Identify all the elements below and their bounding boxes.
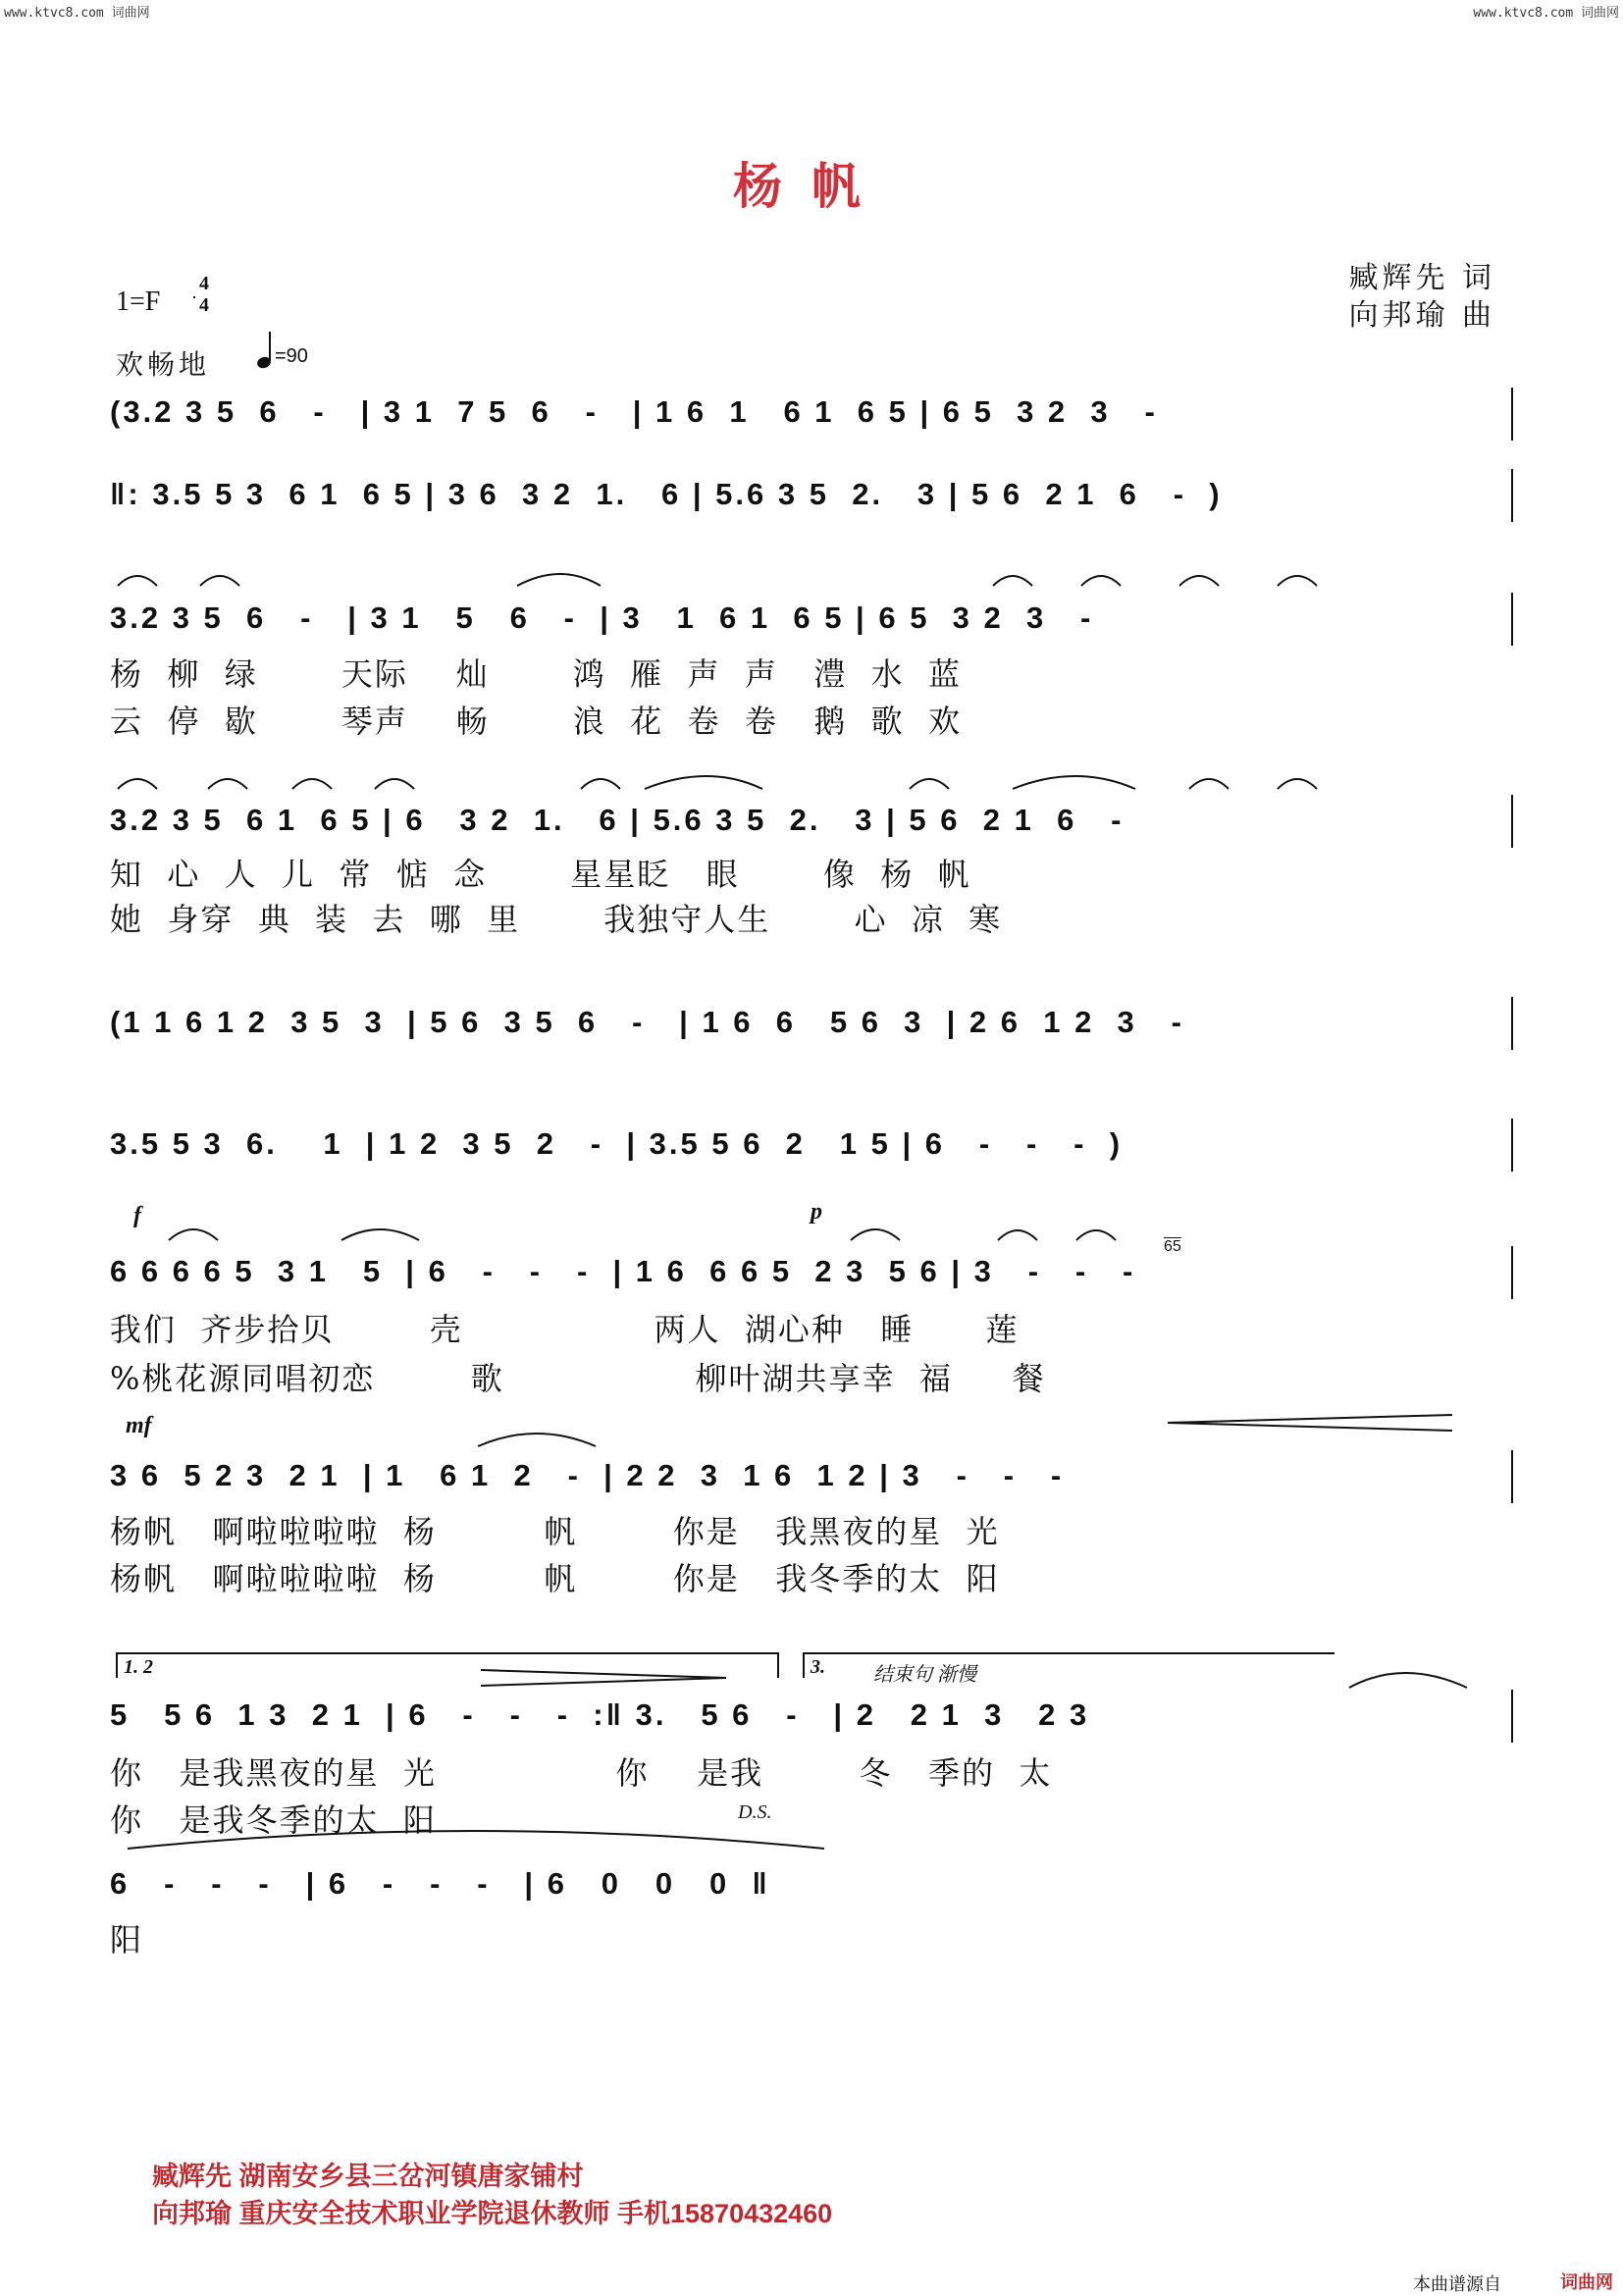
grace-notes: 65	[1164, 1238, 1181, 1255]
dynamic-forte: f	[133, 1203, 141, 1228]
lyric-line-3-verse-1: 杨 柳 绿 天际 灿 鸿 雁 声 声 澧 水 蓝	[110, 655, 963, 693]
time-signature	[193, 273, 215, 316]
notation-line-8: 3 6 5 2 3 2 1 | 1 6 1 2 - | 2 2 3 1 6 1 2 | 3 - - -	[110, 1458, 1065, 1492]
lyric-line-7-verse-2: %桃花源同唱初恋 歌 柳叶湖共享幸 福 餐	[110, 1360, 1046, 1397]
dal-segno-mark: D.S.	[738, 1801, 772, 1823]
composer-credit: 向邦瑜 曲	[1348, 298, 1495, 333]
slurs-line-4	[110, 765, 1513, 795]
song-title: 杨帆	[733, 157, 890, 215]
notation-line-9: 5 5 6 1 3 2 1 | 6 - - - :‖ 3. 5 6 - | 2 2 1 3 2 3	[110, 1697, 1090, 1732]
notation-line-2: ‖: 3.5 5 3 6 1 6 5 | 3 6 3 2 1. 6 | 5.6 3 5 2. 3 | 5 6 2 1 6 - )	[110, 477, 1223, 511]
tempo-marking: 欢畅地	[116, 348, 211, 381]
key-signature: 1=F	[116, 287, 161, 317]
slurs-line-3	[110, 564, 1513, 594]
barline	[1511, 469, 1513, 522]
footer-lyricist-info: 臧辉先 湖南安乡县三岔河镇唐家铺村	[152, 2162, 584, 2191]
notation-line-6: 3.5 5 3 6. 1 | 1 2 3 5 2 - | 3.5 5 6 2 1 5 | 6 - - - )	[110, 1126, 1124, 1161]
tempo-bpm: =90	[275, 345, 308, 367]
lyric-line-10: 阳	[110, 1921, 144, 1958]
decrescendo-hairpin	[481, 1668, 736, 1688]
ending-instruction: 结束句 渐慢	[873, 1664, 976, 1686]
lyric-line-9-verse-1: 你 是我黑夜的星 光 你 是我 冬 季的 太	[110, 1754, 1053, 1792]
notation-line-5: (1 1 6 1 2 3 5 3 | 5 6 3 5 6 - | 1 6 6 5 6 3 | 2 6 1 2 3 -	[110, 1005, 1184, 1039]
site-header-right: www.ktvc8.com 词曲网	[1473, 6, 1619, 21]
time-signature-bar	[193, 296, 195, 298]
dynamic-mezzo-forte: mf	[126, 1413, 152, 1438]
lyricist-credit: 臧辉先 词	[1348, 261, 1495, 295]
notation-line-7: 6 6 6 6 5 3 1 5 | 6 - - - | 1 6 6 6 5 2 3 5 6 | 3 - - -	[110, 1254, 1136, 1288]
notation-line-3: 3.2 3 5 6 - | 3 1 5 6 - | 3 1 6 1 6 5 | 6 5 3 2 3 -	[110, 600, 1094, 635]
volta-bracket-2	[803, 1652, 1335, 1686]
source-label: 本曲谱源自	[1413, 2274, 1501, 2295]
barline	[1511, 1119, 1513, 1172]
barline	[1511, 795, 1513, 848]
barline	[1511, 593, 1513, 646]
lyric-line-3-verse-2: 云 停 歇 琴声 畅 浪 花 卷 卷 鹅 歌 欢	[110, 703, 963, 740]
barline	[1511, 1450, 1513, 1503]
time-signature-top: 4	[199, 273, 209, 294]
barline	[1511, 1690, 1513, 1743]
footer-composer-info: 向邦瑜 重庆安全技术职业学院退休教师 手机15870432460	[152, 2199, 833, 2228]
lyric-line-9-verse-2: 你 是我冬季的太 阳	[110, 1801, 437, 1839]
lyric-line-4-verse-2: 她 身穿 典 装 去 哪 里 我独守人生 心 凉 寒	[110, 901, 1003, 938]
lyric-line-8-verse-2: 杨帆 啊啦啦啦啦 杨 帆 你是 我冬季的太 阳	[110, 1560, 1000, 1597]
lyric-line-8-verse-1: 杨帆 啊啦啦啦啦 杨 帆 你是 我黑夜的星 光	[110, 1513, 1000, 1550]
slur-line-9	[1344, 1658, 1482, 1692]
volta-1-label: 1. 2	[124, 1656, 153, 1678]
slurs-line-7	[110, 1217, 1513, 1246]
lyric-line-4-verse-1: 知 心 人 儿 常 惦 念 星星眨 眼 像 杨 帆	[110, 856, 971, 893]
barline	[1511, 388, 1513, 441]
source-logo: 词曲网	[1560, 2272, 1613, 2293]
site-header-left: www.ktvc8.com 词曲网	[4, 6, 150, 21]
tie-line-10	[118, 1817, 844, 1852]
volta-2-label: 3.	[811, 1656, 825, 1678]
time-signature-bottom: 4	[199, 294, 209, 316]
notation-line-4: 3.2 3 5 6 1 6 5 | 6 3 2 1. 6 | 5.6 3 5 2. 3 | 5 6 2 1 6 -	[110, 803, 1125, 837]
lyric-line-7-verse-1: 我们 齐步拾贝 壳 两人 湖心种 睡 莲	[110, 1311, 1020, 1348]
notation-line-10: 6 - - - | 6 - - - | 6 0 0 0 ‖	[110, 1866, 770, 1901]
dynamic-piano: p	[811, 1199, 822, 1225]
barline	[1511, 997, 1513, 1050]
barline	[1511, 1246, 1513, 1299]
notation-line-1: (3.2 3 5 6 - | 3 1 7 5 6 - | 1 6 1 6 1 6 5 | 6 5 3 2 3 -	[110, 394, 1158, 429]
slurs-line-8	[110, 1421, 1513, 1450]
quarter-note-stem	[269, 332, 271, 361]
